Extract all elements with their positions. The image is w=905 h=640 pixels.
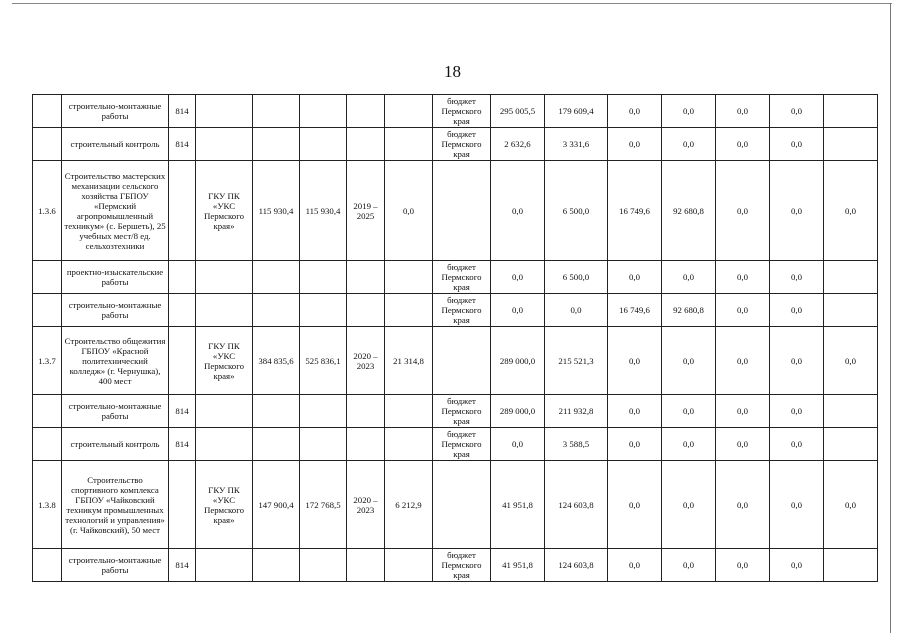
row-number <box>33 95 62 128</box>
year-value-1: 0,0 <box>491 161 545 261</box>
customer-cell <box>196 261 253 294</box>
year-value-1: 0,0 <box>491 294 545 327</box>
funding-source: бюджет Пермского края <box>433 395 491 428</box>
budget-code: 814 <box>169 428 196 461</box>
customer-cell <box>196 549 253 582</box>
customer-cell <box>196 428 253 461</box>
year-value-2: 3 588,5 <box>545 428 608 461</box>
year-value-5: 0,0 <box>716 294 770 327</box>
year-value-5: 0,0 <box>716 128 770 161</box>
budget-table-body <box>33 95 878 582</box>
period-cell: 2019 – 2025 <box>347 161 385 261</box>
customer-cell: ГКУ ПК «УКС Пермского края» <box>196 461 253 549</box>
year-value-5: 0,0 <box>716 428 770 461</box>
estimated-cost <box>253 549 300 582</box>
year-value-1: 0,0 <box>491 261 545 294</box>
year-value-5: 0,0 <box>716 395 770 428</box>
year-value-7 <box>824 95 878 128</box>
total-cost: 525 836,1 <box>300 327 347 395</box>
year-value-4: 0,0 <box>662 461 716 549</box>
year-value-4: 0,0 <box>662 327 716 395</box>
year-value-7: 0,0 <box>824 327 878 395</box>
row-number <box>33 261 62 294</box>
year-value-1: 289 000,0 <box>491 395 545 428</box>
prior-financing <box>385 395 433 428</box>
year-value-4: 92 680,8 <box>662 161 716 261</box>
year-value-6: 0,0 <box>770 95 824 128</box>
total-cost <box>300 294 347 327</box>
period-cell <box>347 128 385 161</box>
work-type: строительный контроль <box>62 128 169 161</box>
row-number <box>33 128 62 161</box>
page-number: 18 <box>444 62 461 81</box>
sub-row <box>33 395 878 428</box>
year-value-5: 0,0 <box>716 327 770 395</box>
funding-source: бюджет Пермского края <box>433 128 491 161</box>
year-value-6: 0,0 <box>770 294 824 327</box>
year-value-2: 211 932,8 <box>545 395 608 428</box>
prior-financing: 21 314,8 <box>385 327 433 395</box>
project-name: Строительство мастерских механизации сельского хозяйства ГБПОУ «Пермский агропромышленный техникум» (с. Бершеть), 25 учебных мест/8 ед. сельхозтехники <box>62 161 169 261</box>
year-value-2: 3 331,6 <box>545 128 608 161</box>
period-cell <box>347 395 385 428</box>
budget-code: 814 <box>169 95 196 128</box>
row-number: 1.3.6 <box>33 161 62 261</box>
year-value-3: 16 749,6 <box>608 161 662 261</box>
estimated-cost: 384 835,6 <box>253 327 300 395</box>
year-value-2: 215 521,3 <box>545 327 608 395</box>
work-type: строительно-монтажные работы <box>62 95 169 128</box>
period-cell: 2020 – 2023 <box>347 461 385 549</box>
year-value-5: 0,0 <box>716 161 770 261</box>
year-value-6: 0,0 <box>770 161 824 261</box>
prior-financing: 0,0 <box>385 161 433 261</box>
work-type: строительно-монтажные работы <box>62 294 169 327</box>
period-cell <box>347 261 385 294</box>
year-value-5: 0,0 <box>716 549 770 582</box>
project-name: Строительство спортивного комплекса ГБПОУ «Чайковский техникум промышленных технологий и управления» (г. Чайковский), 50 мест <box>62 461 169 549</box>
project-name: Строительство общежития ГБПОУ «Красной политехнический колледж» (г. Чернушка), 400 мест <box>62 327 169 395</box>
estimated-cost <box>253 261 300 294</box>
funding-source: бюджет Пермского края <box>433 261 491 294</box>
estimated-cost <box>253 128 300 161</box>
code-cell <box>169 327 196 395</box>
year-value-3: 16 749,6 <box>608 294 662 327</box>
right-rule <box>890 3 891 633</box>
year-value-4: 0,0 <box>662 95 716 128</box>
sub-row <box>33 128 878 161</box>
year-value-1: 295 005,5 <box>491 95 545 128</box>
year-value-2: 179 609,4 <box>545 95 608 128</box>
year-value-3: 0,0 <box>608 549 662 582</box>
year-value-7 <box>824 294 878 327</box>
prior-financing <box>385 549 433 582</box>
total-cost: 115 930,4 <box>300 161 347 261</box>
total-cost <box>300 128 347 161</box>
year-value-6: 0,0 <box>770 395 824 428</box>
code-cell <box>169 161 196 261</box>
year-value-1: 41 951,8 <box>491 461 545 549</box>
budget-code: 814 <box>169 549 196 582</box>
budget-table <box>32 94 878 582</box>
prior-financing <box>385 95 433 128</box>
total-cost: 172 768,5 <box>300 461 347 549</box>
period-cell: 2020 – 2023 <box>347 327 385 395</box>
project-row <box>33 161 878 261</box>
year-value-3: 0,0 <box>608 428 662 461</box>
row-number <box>33 428 62 461</box>
year-value-7 <box>824 261 878 294</box>
work-type: строительно-монтажные работы <box>62 395 169 428</box>
year-value-7 <box>824 395 878 428</box>
sub-row <box>33 95 878 128</box>
year-value-2: 124 603,8 <box>545 461 608 549</box>
sub-row <box>33 261 878 294</box>
year-value-7 <box>824 428 878 461</box>
customer-cell <box>196 294 253 327</box>
funding-source: бюджет Пермского края <box>433 428 491 461</box>
period-cell <box>347 549 385 582</box>
customer-cell: ГКУ ПК «УКС Пермского края» <box>196 327 253 395</box>
funding-source: бюджет Пермского края <box>433 95 491 128</box>
year-value-5: 0,0 <box>716 261 770 294</box>
year-value-7 <box>824 128 878 161</box>
prior-financing: 6 212,9 <box>385 461 433 549</box>
budget-code <box>169 261 196 294</box>
row-number: 1.3.7 <box>33 327 62 395</box>
prior-financing <box>385 261 433 294</box>
total-cost <box>300 95 347 128</box>
year-value-6: 0,0 <box>770 128 824 161</box>
total-cost <box>300 395 347 428</box>
year-value-3: 0,0 <box>608 261 662 294</box>
row-number <box>33 294 62 327</box>
year-value-6: 0,0 <box>770 261 824 294</box>
work-type: строительный контроль <box>62 428 169 461</box>
sub-row <box>33 294 878 327</box>
year-value-4: 0,0 <box>662 128 716 161</box>
work-type: строительно-монтажные работы <box>62 549 169 582</box>
customer-cell <box>196 128 253 161</box>
sub-row <box>33 428 878 461</box>
year-value-2: 6 500,0 <box>545 261 608 294</box>
year-value-5: 0,0 <box>716 95 770 128</box>
source-cell <box>433 461 491 549</box>
year-value-6: 0,0 <box>770 461 824 549</box>
customer-cell <box>196 95 253 128</box>
total-cost <box>300 261 347 294</box>
year-value-4: 92 680,8 <box>662 294 716 327</box>
year-value-5: 0,0 <box>716 461 770 549</box>
estimated-cost: 115 930,4 <box>253 161 300 261</box>
year-value-2: 124 603,8 <box>545 549 608 582</box>
budget-code <box>169 294 196 327</box>
budget-code: 814 <box>169 395 196 428</box>
year-value-7: 0,0 <box>824 461 878 549</box>
year-value-2: 6 500,0 <box>545 161 608 261</box>
total-cost <box>300 428 347 461</box>
year-value-3: 0,0 <box>608 128 662 161</box>
project-row <box>33 327 878 395</box>
year-value-3: 0,0 <box>608 327 662 395</box>
year-value-3: 0,0 <box>608 395 662 428</box>
year-value-2: 0,0 <box>545 294 608 327</box>
code-cell <box>169 461 196 549</box>
row-number <box>33 549 62 582</box>
row-number <box>33 395 62 428</box>
year-value-6: 0,0 <box>770 428 824 461</box>
customer-cell <box>196 395 253 428</box>
year-value-1: 2 632,6 <box>491 128 545 161</box>
estimated-cost <box>253 294 300 327</box>
funding-source: бюджет Пермского края <box>433 294 491 327</box>
customer-cell: ГКУ ПК «УКС Пермского края» <box>196 161 253 261</box>
sub-row <box>33 549 878 582</box>
year-value-1: 289 000,0 <box>491 327 545 395</box>
period-cell <box>347 294 385 327</box>
source-cell <box>433 327 491 395</box>
estimated-cost <box>253 95 300 128</box>
year-value-1: 41 951,8 <box>491 549 545 582</box>
year-value-6: 0,0 <box>770 549 824 582</box>
year-value-6: 0,0 <box>770 327 824 395</box>
period-cell <box>347 428 385 461</box>
prior-financing <box>385 294 433 327</box>
year-value-4: 0,0 <box>662 549 716 582</box>
year-value-4: 0,0 <box>662 395 716 428</box>
work-type: проектно-изыскательские работы <box>62 261 169 294</box>
total-cost <box>300 549 347 582</box>
year-value-4: 0,0 <box>662 428 716 461</box>
year-value-7: 0,0 <box>824 161 878 261</box>
period-cell <box>347 95 385 128</box>
source-cell <box>433 161 491 261</box>
year-value-4: 0,0 <box>662 261 716 294</box>
year-value-3: 0,0 <box>608 461 662 549</box>
funding-source: бюджет Пермского края <box>433 549 491 582</box>
budget-code: 814 <box>169 128 196 161</box>
year-value-1: 0,0 <box>491 428 545 461</box>
estimated-cost: 147 900,4 <box>253 461 300 549</box>
estimated-cost <box>253 395 300 428</box>
year-value-7 <box>824 549 878 582</box>
estimated-cost <box>253 428 300 461</box>
top-rule <box>12 3 892 4</box>
row-number: 1.3.8 <box>33 461 62 549</box>
project-row <box>33 461 878 549</box>
prior-financing <box>385 428 433 461</box>
year-value-3: 0,0 <box>608 95 662 128</box>
prior-financing <box>385 128 433 161</box>
